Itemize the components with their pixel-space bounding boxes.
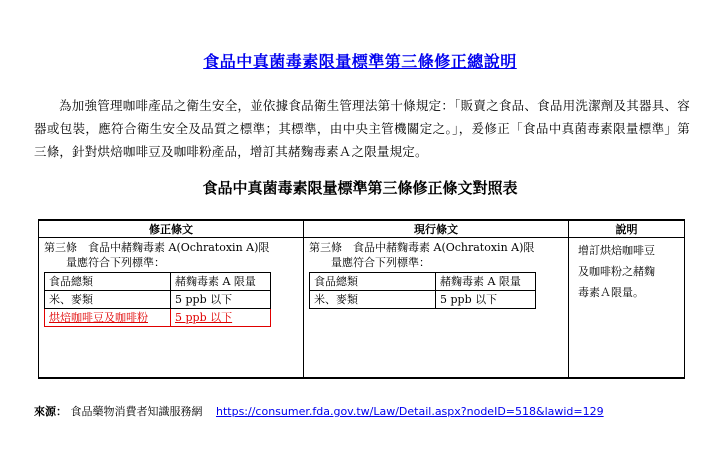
document-title: 食品中真菌毒素限量標準第三條修正總說明 bbox=[203, 52, 517, 71]
current-category-cell: 米、麥類 bbox=[310, 291, 436, 309]
table-row bbox=[45, 273, 271, 291]
note-cell bbox=[569, 238, 685, 379]
comparison-table bbox=[38, 219, 685, 379]
source-name: 食品藥物消費者知識服務網 bbox=[70, 405, 203, 418]
note-line1: 增訂烘焙咖啡豆 bbox=[578, 244, 655, 257]
revised-clause-cell bbox=[39, 238, 304, 379]
current-clause-line2: 量應符合下列標準： bbox=[331, 256, 430, 269]
revised-new-category-cell: 烘焙咖啡豆及咖啡粉 bbox=[45, 309, 171, 327]
current-clause-cell bbox=[304, 238, 569, 379]
note-line3: 毒素Ａ限量。 bbox=[578, 286, 644, 299]
current-limit-cell: 5 ppb 以下 bbox=[436, 291, 536, 309]
intro-paragraph-block bbox=[34, 94, 690, 163]
revised-limit-table bbox=[44, 272, 271, 327]
revised-new-row bbox=[45, 309, 271, 327]
revised-limit-cell: 5 ppb 以下 bbox=[171, 291, 271, 309]
source-link[interactable]: https://consumer.fda.gov.tw/Law/Detail.aspx?nodeID=518&lawid=129 bbox=[216, 405, 604, 418]
source-label: 來源： bbox=[34, 405, 67, 418]
revised-limit-header: 赭麴毒素 A 限量 bbox=[171, 273, 271, 291]
intro-paragraph: 為加強管理咖啡產品之衛生安全，並依據食品衛生管理法第十條規定：「販賣之食品、食品用洗潔劑及其器具、容器或包裝，應符合衛生安全及品質之標準；其標準，由中央主管機關定之。」，爰修正「食品中真菌毒素限量標準」第三條，針對烘焙咖啡豆及咖啡粉產品，增訂其赭麴毒素Ａ之限量規定。 bbox=[34, 98, 690, 159]
current-clause-line1: 第三條 食品中赭麴毒素 A(Ochratoxin A)限 bbox=[309, 241, 535, 254]
current-category-header: 食品總類 bbox=[310, 273, 436, 291]
revised-category-header: 食品總類 bbox=[45, 273, 171, 291]
header-revised: 修正條文 bbox=[39, 220, 304, 238]
table-row bbox=[310, 291, 536, 309]
header-current: 現行條文 bbox=[304, 220, 569, 238]
current-limit-table bbox=[309, 272, 536, 309]
revised-new-limit-cell: 5 ppb 以下 bbox=[171, 309, 271, 327]
comparison-table-body-row bbox=[39, 238, 685, 379]
source-line bbox=[34, 403, 604, 419]
current-limit-header: 赭麴毒素 A 限量 bbox=[436, 273, 536, 291]
revised-clause-line2: 量應符合下列標準： bbox=[66, 256, 165, 269]
note-line2: 及咖啡粉之赭麴 bbox=[578, 265, 655, 278]
revised-clause-line1: 第三條 食品中赭麴毒素 A(Ochratoxin A)限 bbox=[44, 241, 270, 254]
table-row bbox=[310, 273, 536, 291]
revised-category-cell: 米、麥類 bbox=[45, 291, 171, 309]
table-row bbox=[45, 291, 271, 309]
header-note: 說明 bbox=[569, 220, 685, 238]
comparison-table-title: 食品中真菌毒素限量標準第三條修正條文對照表 bbox=[202, 179, 518, 197]
comparison-table-header-row bbox=[39, 220, 685, 238]
